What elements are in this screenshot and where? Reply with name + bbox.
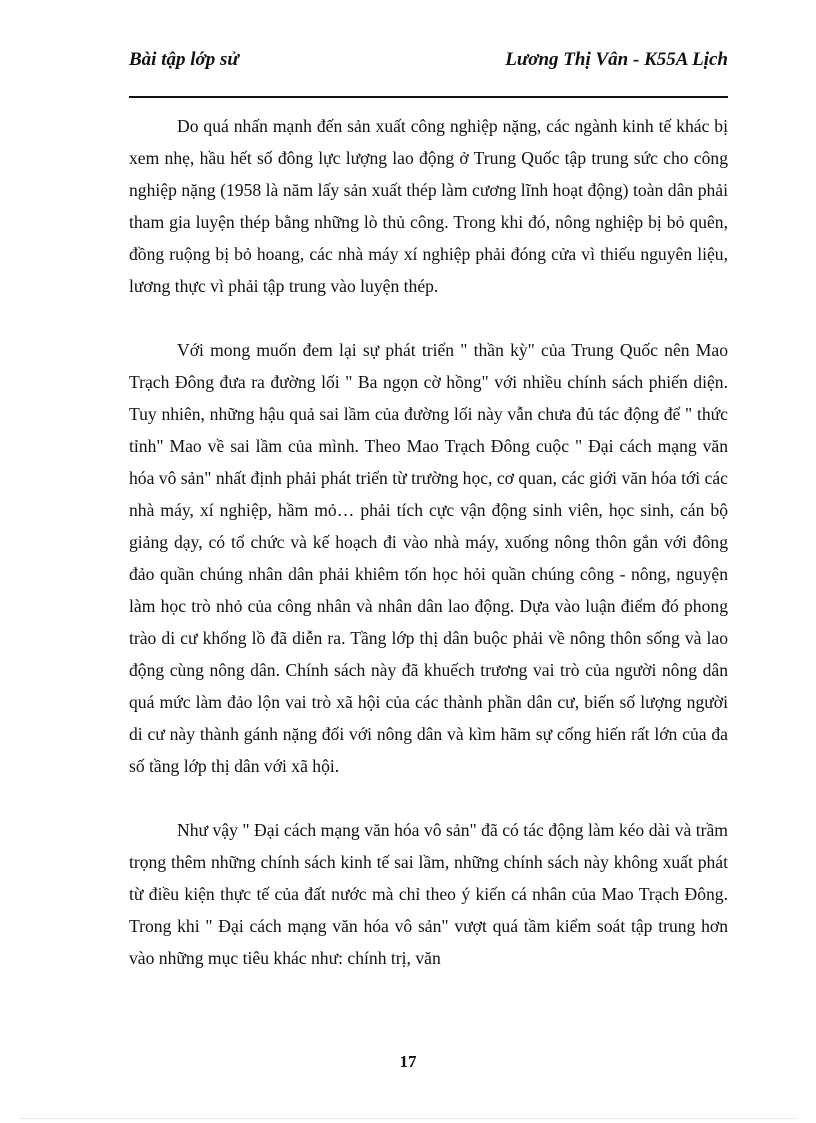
header-course-title: Bài tập lớp sử [129, 49, 239, 70]
paragraph-2: Với mong muốn đem lại sự phát triển " thần kỳ" của Trung Quốc nên Mao Trạch Đông đưa ra đường lối " Ba ngọn cờ hồng" với nhiều chính sách phiến diện. Tuy nhiên, những hậu quả sai lầm của đường lối này vẫn chưa đủ tác động để " thức tỉnh" Mao về sai lầm của mình. Theo Mao Trạch Đông cuộc " Đại cách mạng văn hóa vô sản" nhất định phải phát triển từ trường học, cơ quan, các giới văn hóa tới các nhà máy, xí nghiệp, hầm mỏ… phải tích cực vận động sinh viên, học sinh, cán bộ giảng dạy, có tổ chức và kế hoạch đi vào nhà máy, xuống nông thôn gắn với đông đảo quần chúng nhân dân phải khiêm tốn học hỏi quần chúng công - nông, nguyện làm học trò nhỏ của công nhân và nhân dân lao động. Dựa vào luận điểm đó phong trào di cư khổng lồ đã diễn ra. Tầng lớp thị dân buộc phải về nông thôn sống và lao động cùng nông dân. Chính sách này đã khuếch trương vai trò của người nông dân quá mức làm đảo lộn vai trò xã hội của các thành phần dân cư, biến số lượng người di cư này thành gánh nặng đối với nông dân và kìm hãm sự cống hiến rất lớn của đa số tầng lớp thị dân với xã hội. [129, 340, 728, 776]
header-divider [129, 96, 728, 98]
page-number: 17 [399, 1052, 417, 1071]
header-author: Lương Thị Vân - K55A Lịch [505, 49, 728, 70]
footer-divider [20, 1118, 796, 1119]
document-body [129, 110, 728, 974]
paragraph-1: Do quá nhấn mạnh đến sản xuất công nghiệp nặng, các ngành kinh tế khác bị xem nhẹ, hầu hết số đông lực lượng lao động ở Trung Quốc tập trung sức cho công nghiệp nặng (1958 là năm lấy sản xuất thép làm cương lĩnh hoạt động) toàn dân phải tham gia luyện thép bằng những lò thủ công. Trong khi đó, nông nghiệp bị bỏ quên, đồng ruộng bị bỏ hoang, các nhà máy xí nghiệp phải đóng cửa vì thiếu nguyên liệu, lương thực vì phải tập trung vào luyện thép. [129, 116, 728, 296]
paragraph-3: Như vậy " Đại cách mạng văn hóa vô sản" đã có tác động làm kéo dài và trầm trọng thêm những chính sách kinh tế sai lầm, những chính sách này không xuất phát từ điều kiện thực tế của đất nước mà chỉ theo ý kiến cá nhân của Mao Trạch Đông. Trong khi " Đại cách mạng văn hóa vô sản" vượt quá tầm kiểm soát tập trung hơn vào những mục tiêu khác như: chính trị, văn [129, 820, 728, 968]
page-header [129, 48, 728, 98]
